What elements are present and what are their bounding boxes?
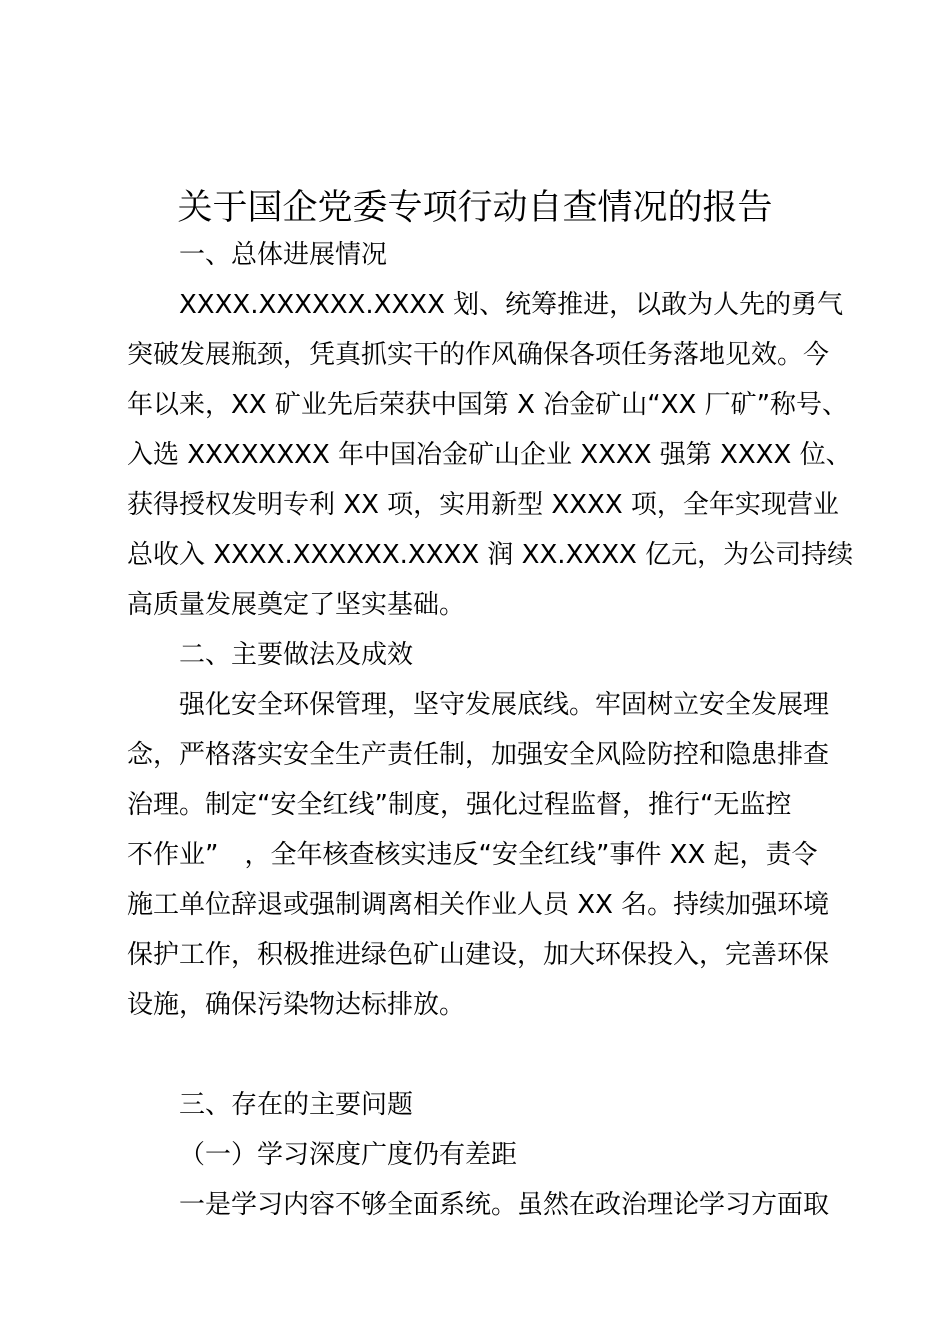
paragraph-line: 突破发展瓶颈，凭真抓实干的作风确保各项任务落地见效。今 [127,340,830,370]
section-heading-1: 一、总体进展情况 [179,240,388,270]
paragraph-line: 治理。制定“安全红线”制度，强化过程监督，推行“无监控 [127,790,792,820]
paragraph-line: 入选 XXXXXXXX 年中国冶金矿山企业 XXXX 强第 XXXX 位、 [127,440,852,470]
document-title: 关于国企党委专项行动自查情况的报告 [177,188,773,228]
subsection-heading: （一）学习深度广度仍有差距 [179,1140,518,1170]
paragraph-line: 一是学习内容不够全面系统。虽然在政治理论学习方面取 [179,1190,830,1220]
paragraph-line: XXXX.XXXXXX.XXXX 划、统筹推进，以敢为人先的勇气 [179,290,844,320]
section-heading-3: 三、存在的主要问题 [179,1090,414,1120]
paragraph-spacer [127,1030,839,1080]
paragraph-line: 念，严格落实安全生产责任制，加强安全风险防控和隐患排查 [127,740,830,770]
paragraph-line: 设施，确保污染物达标排放。 [127,990,466,1020]
paragraph-line: 强化安全环保管理，坚守发展底线。牢固树立安全发展理 [179,690,830,720]
paragraph-line: 施工单位辞退或强制调离相关作业人员 XX 名。持续加强环境 [127,890,830,920]
paragraph-line: 高质量发展奠定了坚实基础。 [127,590,466,620]
paragraph-line: 保护工作，积极推进绿色矿山建设，加大环保投入，完善环保 [127,940,830,970]
section-heading-2: 二、主要做法及成效 [179,640,414,670]
paragraph-line: 不作业” ，全年核查核实违反“安全红线”事件 XX 起，责令 [127,840,818,870]
paragraph-line: 年以来，XX 矿业先后荣获中国第 X 冶金矿山“XX 厂矿”称号、 [127,390,849,420]
document-body [127,230,854,1230]
paragraph-line: 获得授权发明专利 XX 项，实用新型 XXXX 项，全年实现营业 [127,490,839,520]
paragraph-line: 总收入 XXXX.XXXXXX.XXXX 润 XX.XXXX 亿元，为公司持续 [127,540,854,570]
